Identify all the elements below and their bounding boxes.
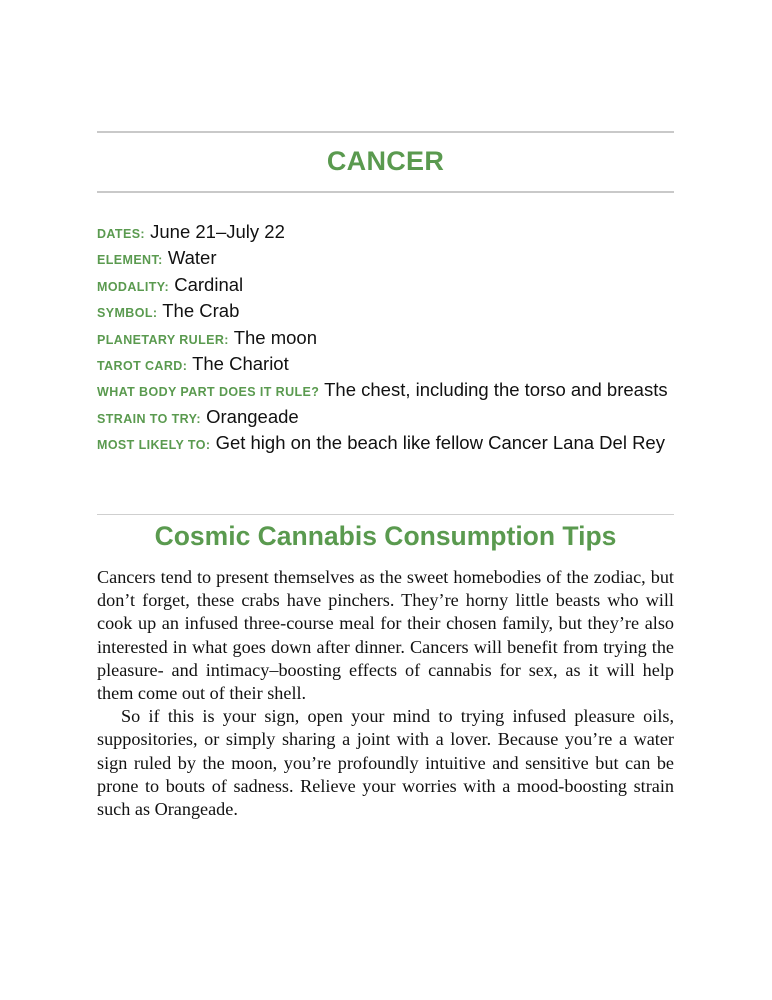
top-divider <box>97 131 674 133</box>
fact-modality <box>97 273 674 299</box>
fact-strain <box>97 405 674 431</box>
fact-label: MODALITY: <box>97 279 170 294</box>
sign-facts-list <box>97 220 674 458</box>
fact-dates <box>97 220 674 246</box>
fact-value: Cardinal <box>174 273 244 295</box>
section-title: Cosmic Cannabis Consumption Tips <box>154 521 617 551</box>
body-paragraph: So if this is your sign, open your mind to trying infused pleasure oils, suppositories, or simply sharing a joint with a lover. Because you’re a water sign ruled by the moon, you’re profoundly intuitive and sensitive but can be prone to bouts of sadness. Relieve your worries with a mood-boosting strain such as Orangeade. <box>97 706 674 820</box>
body-paragraph: Cancers tend to present themselves as the sweet homebodies of the zodiac, but don’t forget, these crabs have pinchers. They’re horny little beasts who will cook up an infused three-course meal for their chosen family, but they’re also interested in what goes down after dinner. Cancers will benefit from trying the pleasure- and intimacy–boosting effects of cannabis for sex, as it will help them come out of their shell. <box>97 567 674 704</box>
fact-label: STRAIN TO TRY: <box>97 411 201 426</box>
fact-value: Orangeade <box>206 405 299 427</box>
fact-label: PLANETARY RULER: <box>97 332 229 347</box>
fact-value: Get high on the beach like fellow Cancer Lana Del Rey <box>215 432 665 454</box>
fact-label: TAROT CARD: <box>97 359 188 374</box>
fact-planetary-ruler <box>97 326 674 352</box>
fact-symbol <box>97 299 674 325</box>
fact-value: Water <box>167 247 217 269</box>
fact-value: The moon <box>233 326 317 348</box>
fact-element <box>97 246 674 272</box>
title-divider <box>97 191 674 193</box>
tips-body <box>97 566 674 821</box>
fact-body-part <box>97 378 674 404</box>
fact-value: The Crab <box>162 300 240 322</box>
fact-tarot-card <box>97 352 674 378</box>
fact-label: DATES: <box>97 227 145 241</box>
section-divider <box>97 514 674 515</box>
fact-label: WHAT BODY PART DOES IT RULE? <box>97 385 320 400</box>
sign-title: CANCER <box>326 146 445 176</box>
fact-label: ELEMENT: <box>97 253 163 268</box>
fact-label: MOST LIKELY TO: <box>97 438 211 453</box>
fact-value: June 21–July 22 <box>150 221 285 242</box>
fact-label: SYMBOL: <box>97 306 158 321</box>
fact-most-likely <box>97 431 674 457</box>
fact-value: The Chariot <box>192 353 289 375</box>
fact-value: The chest, including the torso and breasts <box>324 379 668 401</box>
